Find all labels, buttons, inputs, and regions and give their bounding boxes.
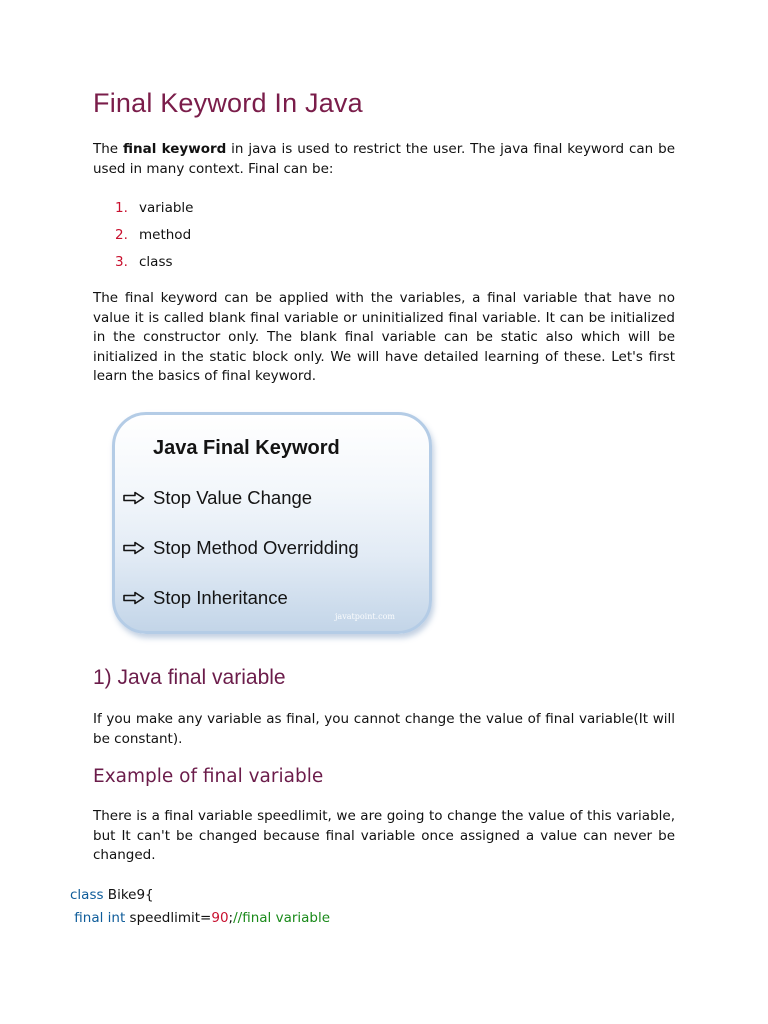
- figure-item: [123, 487, 312, 509]
- list-item: [115, 199, 193, 226]
- list-item-number: 2.: [115, 227, 128, 243]
- list-item-label: variable: [139, 200, 194, 216]
- list-item: [115, 253, 193, 280]
- code-line-2: [70, 909, 330, 928]
- final-variable-paragraph: If you make any variable as final, you cannot change the value of final variable(It will be constant).: [93, 711, 675, 747]
- final-usage-list: [115, 199, 193, 280]
- list-item-label: method: [139, 227, 192, 243]
- section-heading-final-variable: 1) Java final variable: [93, 666, 286, 689]
- code-keyword: final int: [70, 910, 126, 926]
- figure-item: [123, 537, 359, 559]
- code-keyword: class: [70, 887, 104, 903]
- list-item-number: 1.: [115, 200, 128, 216]
- figure-item-label: Stop Value Change: [153, 487, 313, 508]
- list-item-label: class: [139, 254, 173, 270]
- intro-paragraph: [93, 140, 675, 179]
- right-arrow-outline-icon: [123, 541, 145, 555]
- right-arrow-outline-icon: [123, 491, 145, 505]
- code-number: 90: [211, 910, 229, 926]
- intro-text-before: The: [93, 141, 123, 157]
- list-item-number: 3.: [115, 254, 128, 270]
- page-title: Final Keyword In Java: [93, 88, 363, 118]
- code-text: Bike9{: [103, 887, 154, 903]
- figure-item-label: Stop Method Overridding: [153, 537, 359, 558]
- code-text: speedlimit=: [125, 910, 212, 926]
- code-semicolon: ;: [228, 910, 234, 926]
- example-subheading: Example of final variable: [93, 766, 324, 787]
- figure-watermark: javatpoint.com: [334, 612, 395, 621]
- intro-text-after: in java is used to restrict the user. The java final keyword can be used in many context. Final can be:: [93, 141, 675, 177]
- final-description-paragraph: The final keyword can be applied with the variables, a final variable that have no value it is called blank final variable or uninitialized final variable. It can be initialized in the constructor only. The blank final variable can be static also which will be initialized in the static block only. We will have detailed learning of these. Let's first learn the basics of final keyword.: [93, 290, 675, 384]
- figure-item-label: Stop Inheritance: [153, 587, 288, 608]
- example-paragraph: There is a final variable speedlimit, we are going to change the value of this variable, but It can't be changed because final variable once assigned a value can never be changed.: [93, 808, 675, 863]
- code-comment: //final variable: [233, 910, 331, 926]
- list-item: [115, 226, 193, 253]
- figure-title: Java Final Keyword: [153, 437, 340, 459]
- java-final-keyword-figure: [112, 412, 432, 634]
- code-line-1: [70, 886, 154, 905]
- right-arrow-outline-icon: [123, 591, 145, 605]
- intro-bold-keyword: final keyword: [123, 141, 227, 157]
- figure-item: [123, 587, 288, 609]
